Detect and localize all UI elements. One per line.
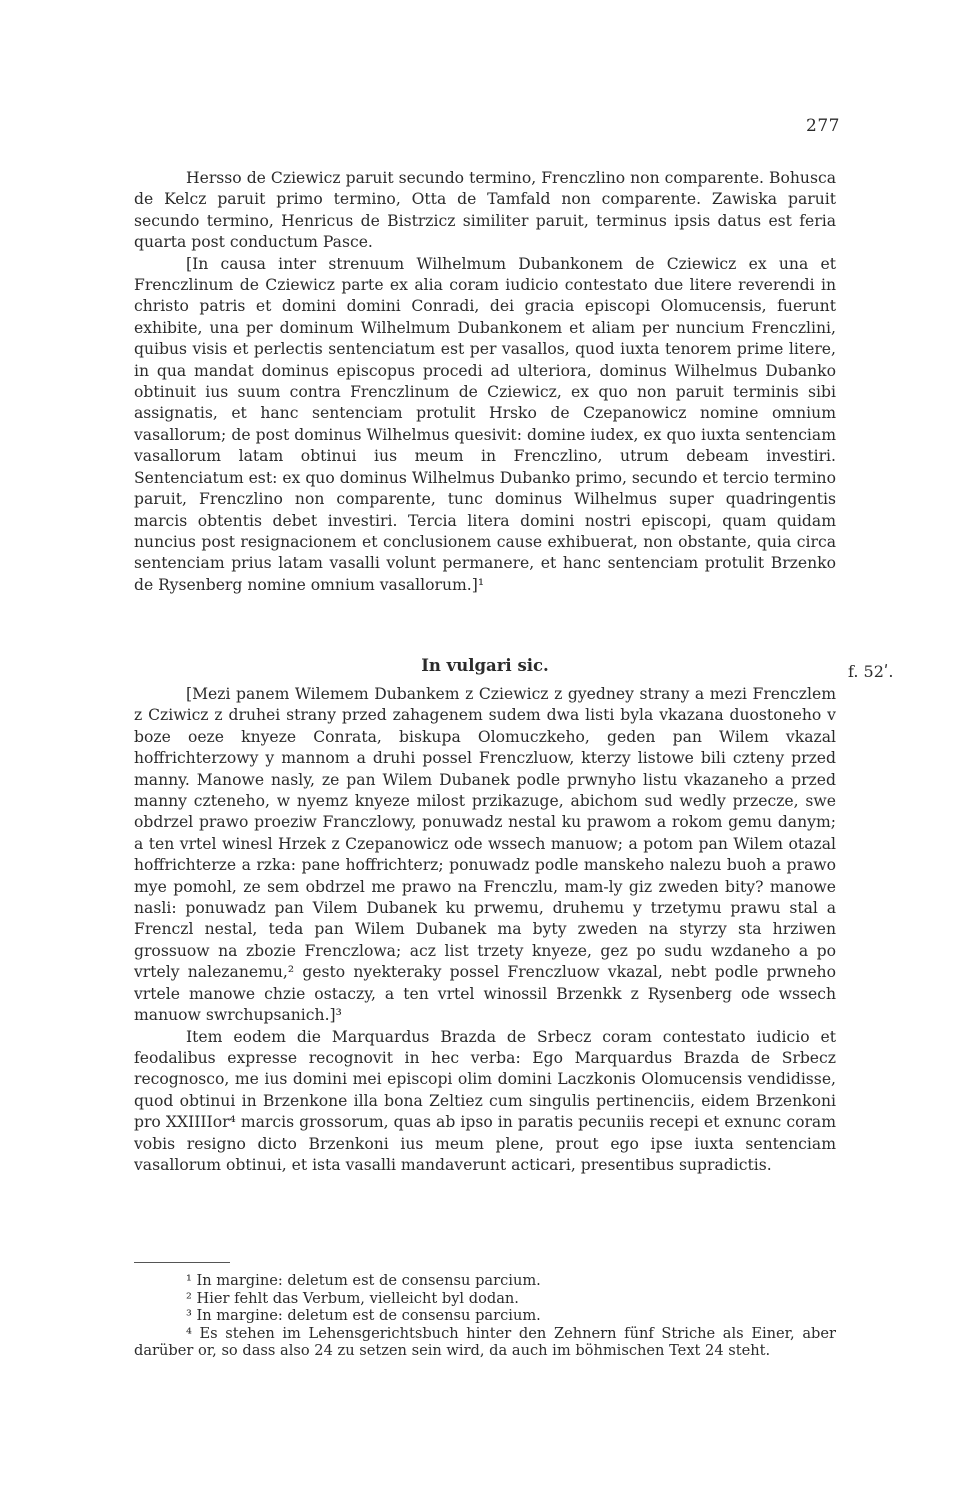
footnotes [134, 1272, 836, 1360]
footnote-divider [134, 1262, 230, 1263]
paragraph: Item eodem die Marquardus Brazda de Srbecz coram contestato iudicio et feodalibus expresse recognovit in hec verba: Ego Marquardus Brazda de Srbecz recognosco, me ius domini mei episcopi olim domini Laczkonis Olomucensis vendidisse, quod obtinui in Brzenkone illa bona Zeltiez cum singulis pertinenciis, eidem Brzenkoni pro XXIIIIor⁴ marcis grossorum, quas ab ipso in paratis pecuniis recepi et exnunc coram vobis resigno dicto Brzenkoni ius meum plene, prout ego ipse iuxta sentenciam vasallorum obtinui, et ista vasalli mandaverunt acticari, presentibus supradictis. [134, 1027, 836, 1174]
paragraph: Hersso de Cziewicz paruit secundo termino, Frenczlino non comparente. Bohusca de Kelcz paruit primo termino, Otta de Tamfald non comparente. Zawiska paruit secundo termino, Henricus de Bistrzicz similiter paruit, terminus ipsis datus est feria quarta post conductum Pasce. [134, 169, 836, 252]
folio-margin-note: f. 52ʹ. [848, 662, 894, 681]
paragraph: [Mezi panem Wilemem Dubankem z Cziewicz z gyedney strany a mezi Frenczlem z Cziwicz z druhei strany przed zahagenem sudem dwa listi byla vkazana duostoneho v boze oeze knyeze Conrata, biskupa Olomuczkeho, geden pan Wilem vkazal hoffrichterzowy y mannom a druhi possel Frenczluow, kterzy listowe bili czteny przed manny. Manowe nasly, ze pan Wilem Dubanek podle prwnyho listu vkazaneho a przed manny czteneho, w nyemz knyeze milost przikazuge, abichom sud wedly przecze, swe obdrzel prawo proeziw Franczlowy, ponuwadz nestal ku prawom a rokom gemu danym; a ten vrtel winesl Hrzek z Czepanowicz ode wssech manuow; a potom pan Wilem otazal hoffrichterze a rzka: pane hoffrichterz; ponuwadz podle manskeho nalezu buoh a prawo mye pomohl, ze sem obdrzel me prawo na Frenczlu, mam-ly giz zweden bity? manowe nasli: ponuwadz pan Vilem Dubanek ku prwemu, druhemu y trzetymu prawu stal a Frenczl nestal, teda pan Wilem Dubanek ma byty zweden na styrzy sta hrziwen grossuow na zbozie Frenczlowa; acz list trzety knyeze, gez po sudu wzdaneho a po vrtely nalezanemu,² gesto nyekteraky possel Frenczluow vkazal, nebt podle prwneho vrtele manowe chzie ostaczy, a ten vrtel winossil Brzenkk z Rysenberg ode wssech manuow swrchupsanich.]³ [134, 685, 836, 1025]
body-text-bottom [134, 684, 836, 1176]
page-number: 277 [806, 116, 840, 136]
footnote: ⁴ Es stehen im Lehensgerichtsbuch hinter den Zehnern fünf Striche als Einer, aber darüber or, so dass also 24 zu setzen sein wird, da auch im böhmischen Text 24 steht. [134, 1324, 836, 1360]
section-heading: In vulgari sic. [421, 656, 549, 675]
footnote: ² Hier fehlt das Verbum, vielleicht byl dodan. [186, 1289, 519, 1307]
footnote: ³ In margine: deletum est de consensu parcium. [186, 1307, 541, 1325]
footnote: ¹ In margine: deletum est de consensu parcium. [186, 1272, 541, 1289]
body-text-top [134, 168, 836, 596]
paragraph: [In causa inter strenuum Wilhelmum Dubankonem de Cziewicz ex una et Frenczlinum de Cziewicz parte ex alia coram iudicio contestato due litere reverendi in christo patris et domini domini Conradi, dei gracia episcopi Olomucensis, fuerunt exhibite, una per dominum Wilhelmum Dubankonem et aliam per nuncium Frenczlini, quibus visis et perlectis sentenciatum est per vasallos, quod iuxta tenorem prime litere, in qua mandat dominus episcopus procedi ad ulteriora, dominus Wilhelmus Dubanko obtinuit ius suum contra Frenczlinum de Cziewicz, ex quo non paruit terminis sibi assignatis, et hanc sentenciam protulit Hrsko de Czepanowicz nomine omnium vasallorum; de post dominus Wilhelmus quesivit: domine iudex, ex quo iuxta sentenciam vasallorum latam obtinui ius meum in Frenczlino, utrum debeam investiri. Sentenciatum est: ex quo dominus Wilhelmus Dubanko primo, secundo et tercio termino paruit, Frenczlino non comparente, tunc dominus Wilhelmus super quadringentis marcis obtentis debet investiri. Tercia litera domini nostri episcopi, quam quidam nuncius post resignacionem et conclusionem cause exhibuerat, non obstante, quia circa sentenciam prius latam vasalli volunt permanere, et hanc sentenciam protulit Brzenko de Rysenberg nomine omnium vasallorum.]¹ [134, 254, 836, 594]
